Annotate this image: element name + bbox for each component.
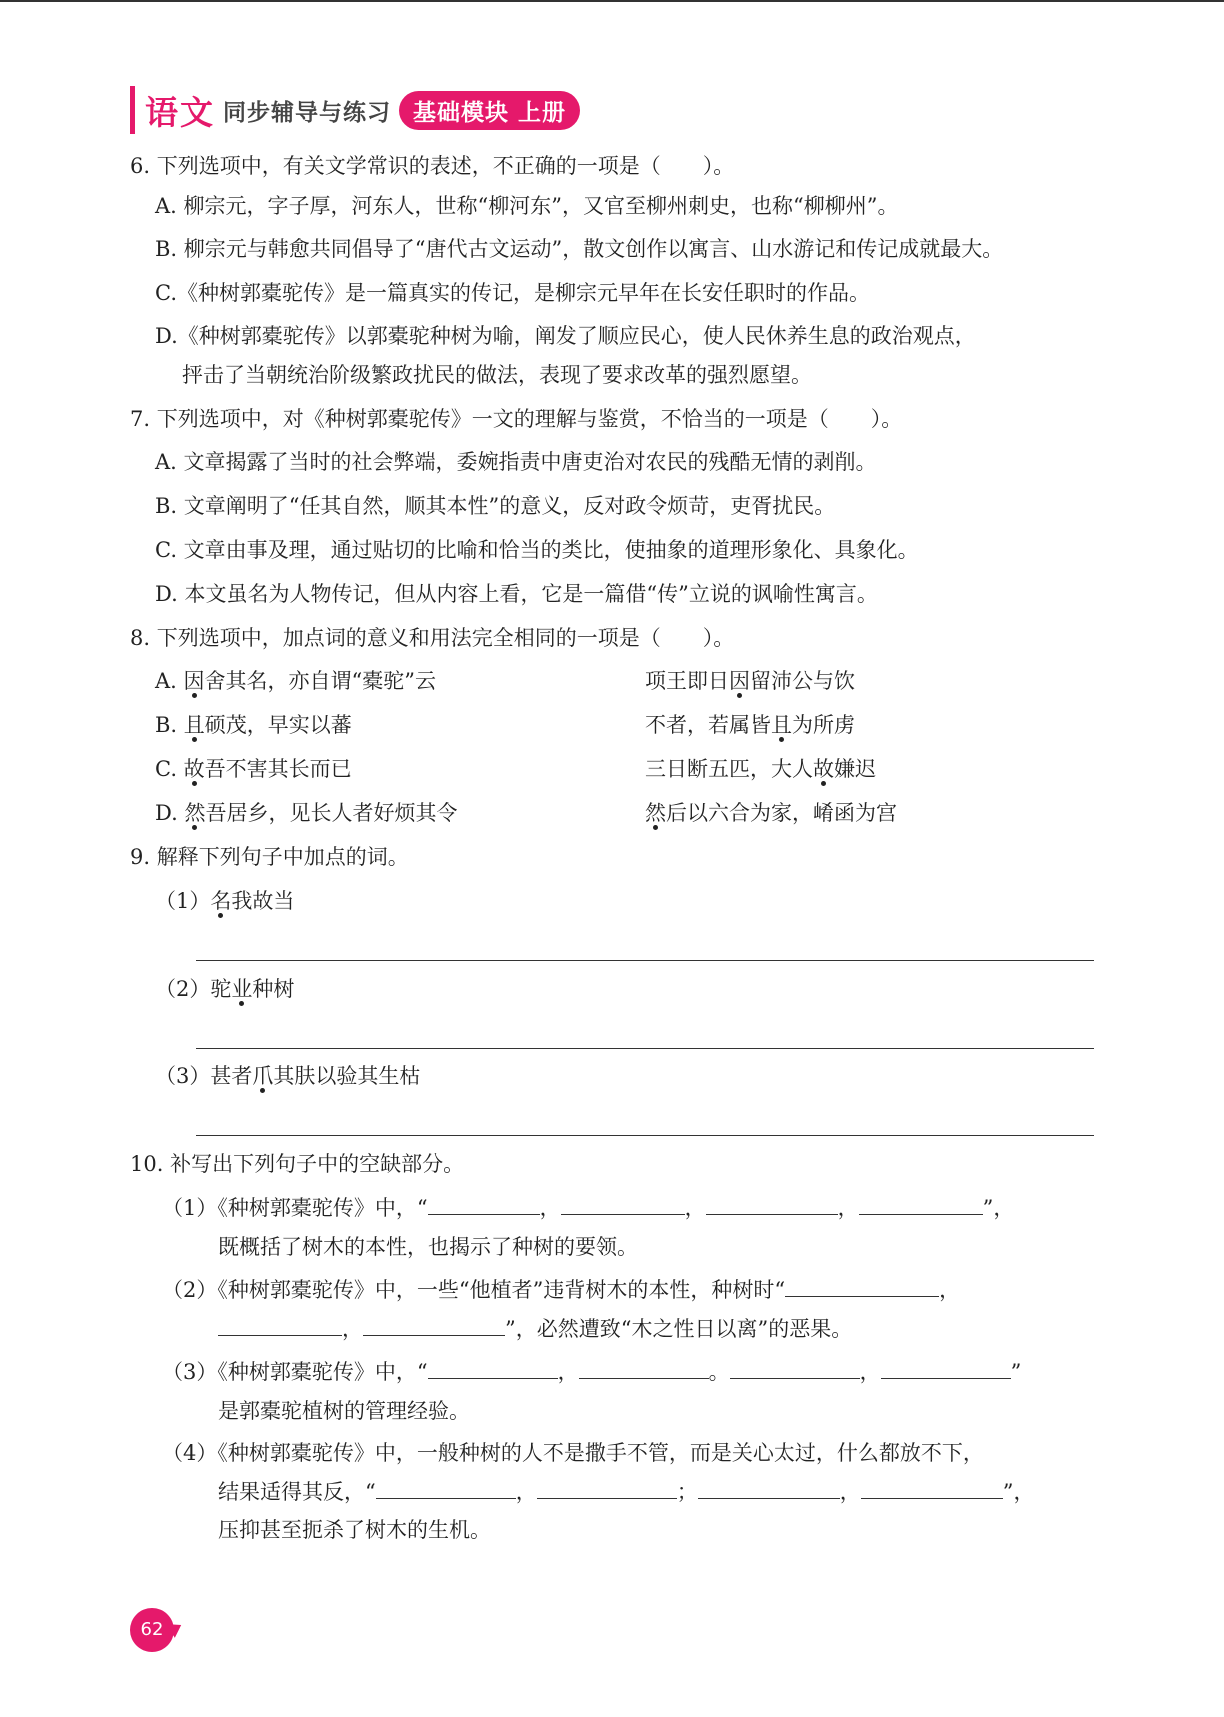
q8-option-a-left: A. 因舍其名，亦自谓“橐驼”云: [155, 669, 437, 693]
fill-blank[interactable]: [428, 1192, 540, 1215]
page-header: [130, 88, 580, 132]
emphasis-dot-char: 故: [183, 757, 205, 781]
q9-answer-line-1[interactable]: [196, 960, 1094, 961]
q10-item-3-cont: 是郭橐驼植树的管理经验。: [218, 1399, 470, 1423]
module-badge: 基础模块 上册: [399, 91, 580, 130]
q8-option-c-left: C. 故吾不害其长而已: [155, 757, 352, 781]
q6-option-c: C.《种树郭橐驼传》是一篇真实的传记，是柳宗元早年在长安任职时的作品。: [155, 281, 870, 305]
q9-item-2: （2）驼业种树: [155, 977, 295, 1001]
q10-item-2-cont: ， ”，必然遭致“木之性日以离”的恶果。: [218, 1313, 852, 1344]
top-border-line: [0, 0, 1224, 2]
q8-option-c-right: 三日断五匹，大人故嫌迟: [645, 757, 876, 781]
q8-option-b-right: 不者，若属皆且为所虏: [645, 713, 855, 737]
emphasis-dot-char: 名: [210, 889, 232, 913]
fill-blank[interactable]: [859, 1192, 983, 1215]
emphasis-dot-char: 故: [813, 757, 834, 781]
emphasis-dot-char: 且: [771, 713, 792, 737]
q6-option-d-cont: 抨击了当朝统治阶级繁政扰民的做法，表现了要求改革的强烈愿望。: [182, 363, 812, 387]
q6-stem: 6. 下列选项中，有关文学常识的表述，不正确的一项是（ ）。: [130, 154, 735, 178]
fill-blank[interactable]: [698, 1476, 840, 1499]
fill-blank[interactable]: [861, 1476, 1003, 1499]
q9-item-1: （1）名我故当: [155, 889, 295, 913]
q10-item-4-end: 压抑甚至扼杀了树木的生机。: [218, 1518, 491, 1542]
q6-option-d: D.《种树郭橐驼传》以郭橐驼种树为喻，阐发了顺应民心，使人民休养生息的政治观点，: [155, 324, 976, 348]
fill-blank[interactable]: [428, 1356, 558, 1379]
q10-item-3: （3）《种树郭橐驼传》中，“ ， 。 ， ”: [162, 1356, 1021, 1387]
q9-answer-line-3[interactable]: [196, 1135, 1094, 1136]
q6-option-a: A. 柳宗元，字子厚，河东人，世称“柳河东”，又官至柳州刺史，也称“柳柳州”。: [155, 194, 899, 218]
q7-stem: 7. 下列选项中，对《种树郭橐驼传》一文的理解与鉴赏，不恰当的一项是（ ）。: [130, 407, 903, 431]
emphasis-dot-char: 业: [231, 977, 253, 1001]
fill-blank[interactable]: [363, 1313, 505, 1336]
fill-blank[interactable]: [706, 1192, 838, 1215]
q9-stem: 9. 解释下列句子中加点的词。: [130, 845, 409, 869]
emphasis-dot-char: 因: [729, 669, 750, 693]
q10-item-4: （4）《种树郭橐驼传》中，一般种树的人不是撒手不管，而是关心太过，什么都放不下，: [162, 1441, 984, 1465]
q8-option-b-left: B. 且硕茂，早实以蕃: [155, 713, 352, 737]
q10-item-1: （1）《种树郭橐驼传》中，“ ， ， ， ”，: [162, 1192, 1014, 1223]
q9-answer-line-2[interactable]: [196, 1048, 1094, 1049]
page-number-badge: 62: [130, 1608, 174, 1652]
emphasis-dot-char: 爪: [252, 1064, 274, 1088]
emphasis-dot-char: 然: [184, 801, 206, 825]
fill-blank[interactable]: [376, 1476, 516, 1499]
header-accent-bar: [130, 86, 135, 134]
q8-option-d-left: D. 然吾居乡，见长人者好烦其令: [155, 801, 458, 825]
q8-option-d-right: 然后以六合为家，崤函为宫: [645, 801, 897, 825]
fill-blank[interactable]: [785, 1274, 939, 1297]
q7-option-b: B. 文章阐明了“任其自然，顺其本性”的意义，反对政令烦苛，吏胥扰民。: [155, 494, 836, 518]
fill-blank[interactable]: [561, 1192, 685, 1215]
fill-blank[interactable]: [537, 1476, 677, 1499]
q8-option-a-right: 项王即日因留沛公与饮: [645, 669, 855, 693]
q6-option-b: B. 柳宗元与韩愈共同倡导了“唐代古文运动”，散文创作以寓言、山水游记和传记成就最大。: [155, 237, 1004, 261]
q7-option-d: D. 本文虽名为人物传记，但从内容上看，它是一篇借“传”立说的讽喻性寓言。: [155, 582, 878, 606]
book-title: 同步辅导与练习: [223, 99, 391, 126]
fill-blank[interactable]: [881, 1356, 1011, 1379]
q10-item-4-cont: 结果适得其反，“ ， ； ， ”，: [218, 1476, 1035, 1507]
emphasis-dot-char: 然: [645, 801, 666, 825]
q10-item-2: （2）《种树郭橐驼传》中，一些“他植者”违背树木的本性，种树时“ ，: [162, 1274, 960, 1305]
fill-blank[interactable]: [218, 1313, 342, 1336]
q8-stem: 8. 下列选项中，加点词的意义和用法完全相同的一项是（ ）。: [130, 626, 735, 650]
q10-stem: 10. 补写出下列句子中的空缺部分。: [130, 1152, 465, 1176]
q7-option-a: A. 文章揭露了当时的社会弊端，委婉指责中唐吏治对农民的残酷无情的剥削。: [155, 450, 877, 474]
q10-item-1-cont: 既概括了树木的本性，也揭示了种树的要领。: [218, 1235, 638, 1259]
q7-option-c: C. 文章由事及理，通过贴切的比喻和恰当的类比，使抽象的道理形象化、具象化。: [155, 538, 919, 562]
fill-blank[interactable]: [579, 1356, 709, 1379]
emphasis-dot-char: 因: [183, 669, 205, 693]
fill-blank[interactable]: [730, 1356, 860, 1379]
subject-title: 语文: [145, 92, 215, 132]
q9-item-3: （3）甚者爪其肤以验其生枯: [155, 1064, 421, 1088]
emphasis-dot-char: 且: [183, 713, 205, 737]
